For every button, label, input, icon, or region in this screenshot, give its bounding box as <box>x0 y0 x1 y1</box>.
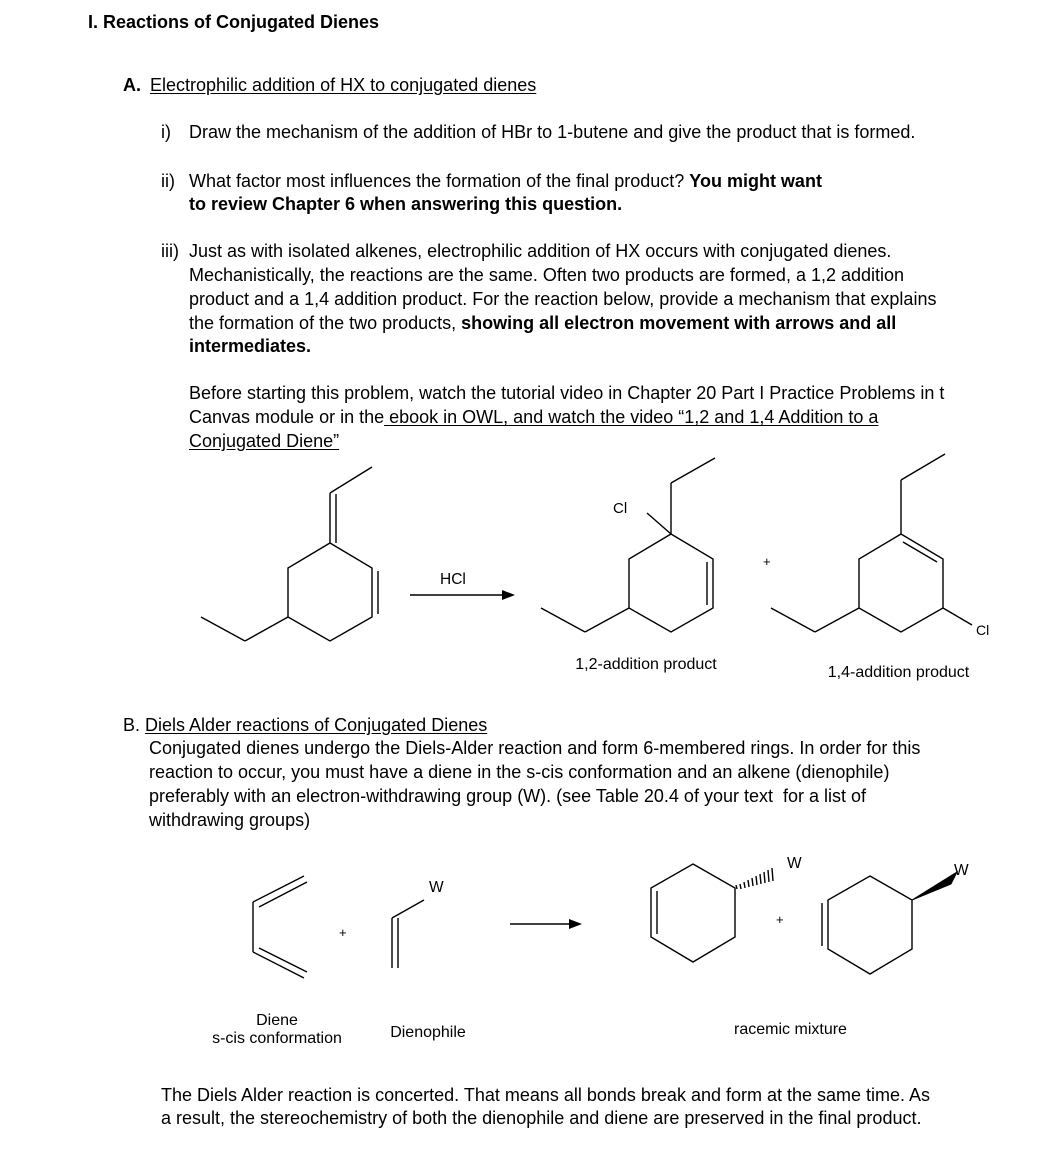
question-i-number: i) <box>161 122 171 142</box>
reaction-arrow-a <box>410 590 515 600</box>
plus-sign-b1: + <box>339 925 347 940</box>
note-line1: Before starting this problem, watch the tutorial video in Chapter 20 Part I Practice Problems in t <box>189 383 945 403</box>
racemic-mixture-caption: racemic mixture <box>734 1021 847 1038</box>
part-b-heading-text: Diels Alder reactions of Conjugated Dienes <box>145 715 488 735</box>
part-a-letter: A. <box>123 75 141 95</box>
product-12-caption: 1,2-addition product <box>575 656 717 673</box>
video-link[interactable]: ebook in OWL, and watch the video “1,2 and 1,4 Addition to a <box>384 407 879 427</box>
w-label-dash: W <box>787 855 802 872</box>
closing-line2: a result, the stereochemistry of both the dienophile and diene are preserved in the final product. <box>161 1108 922 1128</box>
reagent-hcl: HCl <box>440 571 466 588</box>
note-line2-plain: Canvas module or in the <box>189 407 385 427</box>
cl-label-14-product: Cl <box>976 622 990 638</box>
part-a-heading-text: Electrophilic addition of HX to conjugated dienes <box>150 75 537 95</box>
question-iii-line4-bold: showing all electron movement with arrows and all <box>461 313 897 333</box>
question-ii-number: ii) <box>161 171 175 191</box>
closing-line1: The Diels Alder reaction is concerted. That means all bonds break and form at the same time. As <box>161 1085 931 1105</box>
dienophile-structure <box>392 900 424 968</box>
question-iii-line4-plain: the formation of the two products, <box>189 313 457 333</box>
reaction-arrow-b <box>510 919 582 929</box>
dienophile-caption: Dienophile <box>390 1024 466 1041</box>
plus-sign-a: + <box>763 554 771 569</box>
product-14-structure <box>771 454 972 632</box>
starting-diene-structure <box>201 467 378 641</box>
product-wedge-enantiomer <box>822 872 957 974</box>
diene-caption-1: Diene <box>256 1012 298 1029</box>
part-b-line2: reaction to occur, you must have a diene in the s-cis conformation and an alkene (dienophile) <box>149 762 890 782</box>
question-i-text: Draw the mechanism of the addition of HBr to 1-butene and give the product that is formed. <box>189 122 916 142</box>
question-ii-text: What factor most influences the formation of the final product? <box>189 171 685 191</box>
question-iii-line1: Just as with isolated alkenes, electrophilic addition of HX occurs with conjugated dienes. <box>189 241 892 261</box>
product-12-structure <box>541 458 715 632</box>
question-iii-line2: Mechanistically, the reactions are the same. Often two products are formed, a 1,2 addition <box>189 265 905 285</box>
question-iii-line5: intermediates. <box>189 336 312 356</box>
question-ii-bold-2: to review Chapter 6 when answering this question. <box>189 194 623 214</box>
section-title: I. Reactions of Conjugated Dienes <box>88 12 380 32</box>
plus-sign-b2: + <box>776 912 784 927</box>
cl-label-12-product: Cl <box>613 500 628 517</box>
question-ii-bold-1: You might want <box>689 171 822 191</box>
diene-caption-2: s-cis conformation <box>212 1030 342 1047</box>
w-label-wedge: W <box>954 862 969 879</box>
video-link-continued[interactable]: Conjugated Diene” <box>189 431 340 451</box>
part-b-line4: withdrawing groups) <box>149 810 311 830</box>
w-label-dienophile: W <box>429 879 444 896</box>
question-iii-number: iii) <box>161 241 179 261</box>
question-iii-line3: product and a 1,4 addition product. For the reaction below, provide a mechanism that explains <box>189 289 937 309</box>
product-14-caption: 1,4-addition product <box>827 664 970 681</box>
part-b-heading <box>123 714 487 737</box>
product-dash-enantiomer <box>651 864 773 962</box>
diene-s-cis-structure <box>253 876 307 978</box>
part-b-letter: B. <box>123 715 141 735</box>
part-b-line1: Conjugated dienes undergo the Diels-Alder reaction and form 6-membered rings. In order for this <box>149 738 921 758</box>
part-b-line3: preferably with an electron-withdrawing group (W). (see Table 20.4 of your text for a list of <box>149 786 867 806</box>
